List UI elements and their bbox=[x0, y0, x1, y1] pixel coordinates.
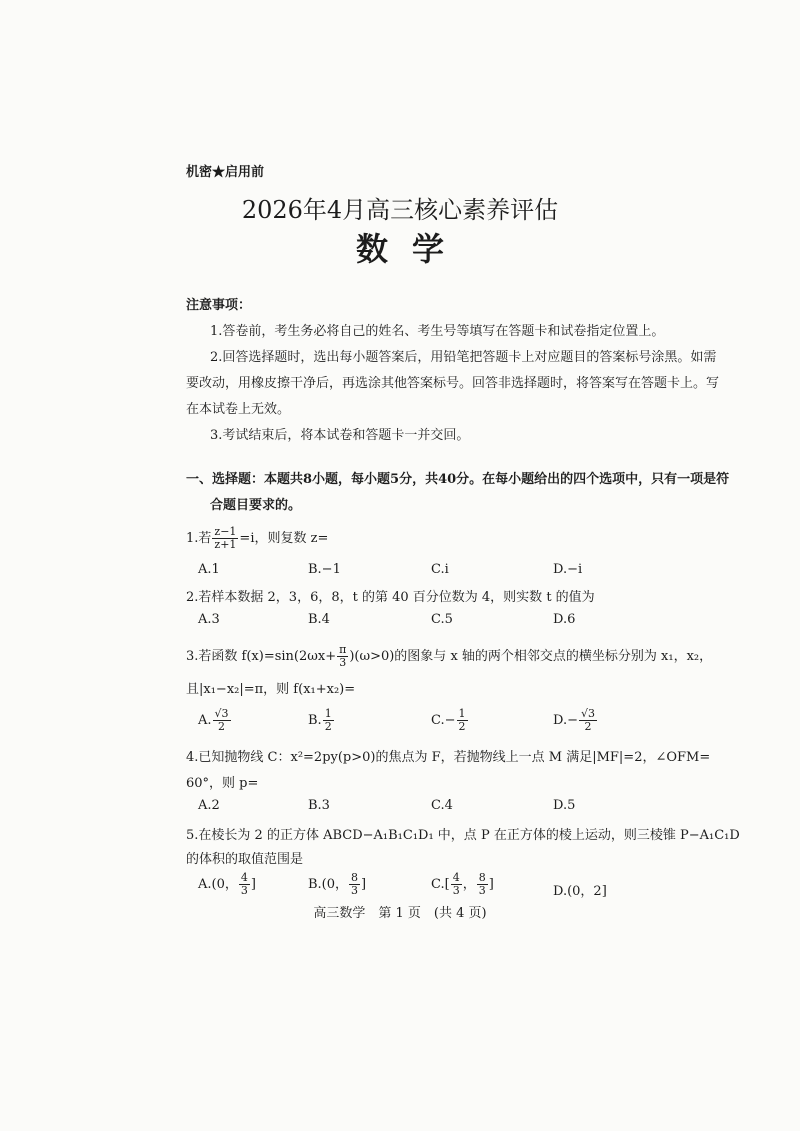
q3-a-den: 2 bbox=[218, 720, 226, 733]
q3-option-b bbox=[308, 708, 335, 733]
q1-option-a: A.1 bbox=[198, 562, 220, 577]
q3-b-fraction bbox=[323, 708, 334, 733]
q5-c-den-1: 3 bbox=[452, 884, 460, 897]
q4-option-a: A.2 bbox=[198, 798, 220, 813]
question-4-line-1: 4.已知抛物线 C：x²=2py(p>0)的焦点为 F，若抛物线上一点 M 满足|MF|=2，∠OFM= bbox=[186, 750, 711, 765]
question-5-line-2: 的体积的取值范围是 bbox=[186, 852, 304, 867]
q3-option-a bbox=[198, 708, 232, 733]
q5-b-num: 8 bbox=[351, 871, 359, 884]
q1-option-b: B.−1 bbox=[308, 562, 341, 577]
q5-a-post: ] bbox=[250, 877, 256, 892]
subject-title: 数学 bbox=[355, 230, 468, 268]
question-3-line-1 bbox=[186, 644, 712, 669]
q3-b-den: 2 bbox=[324, 720, 332, 733]
q4-option-d: D.5 bbox=[553, 798, 576, 813]
exam-title: 2026年4月高三核心素养评估 bbox=[241, 196, 559, 224]
notice-heading: 注意事项： bbox=[186, 298, 252, 313]
question-2: 2.若样本数据 2，3，6，8，t 的第 40 百分位数为 4，则实数 t 的值为 bbox=[186, 590, 595, 605]
q5-c-post: ] bbox=[488, 877, 494, 892]
question-3-line-2: 且|x₁−x₂|=π，则 f(x₁+x₂)= bbox=[186, 682, 356, 697]
section-heading-line-2: 合题目要求的。 bbox=[210, 498, 302, 513]
notice-line-1: 1.答卷前，考生务必将自己的姓名、考生号等填写在答题卡和试卷指定位置上。 bbox=[210, 324, 665, 339]
q5-a-pre: A.(0， bbox=[198, 877, 238, 892]
q5-c-fraction-1 bbox=[451, 872, 462, 897]
q2-option-b: B.4 bbox=[308, 612, 330, 627]
q5-b-fraction bbox=[349, 872, 360, 897]
q1-suffix: =i，则复数 z= bbox=[239, 531, 329, 546]
q1-frac-num: z−1 bbox=[214, 525, 237, 538]
q3-a-num: √3 bbox=[214, 707, 229, 720]
q3-b-label: B. bbox=[308, 713, 322, 728]
q5-option-c bbox=[431, 872, 494, 897]
page-footer: 高三数学 第 1 页 (共 4 页) bbox=[313, 906, 487, 921]
q3-a-label: A. bbox=[198, 713, 212, 728]
q1-option-c: C.i bbox=[431, 562, 449, 577]
q5-a-den: 3 bbox=[240, 884, 248, 897]
q5-c-pre: C.[ bbox=[431, 877, 450, 892]
q3-pi-fraction bbox=[337, 644, 348, 669]
confidential-label: 机密★启用前 bbox=[186, 165, 265, 180]
q1-prefix: 1.若 bbox=[186, 531, 212, 546]
q2-option-c: C.5 bbox=[431, 612, 453, 627]
q5-c-num-2: 8 bbox=[478, 871, 486, 884]
q4-option-b: B.3 bbox=[308, 798, 330, 813]
q2-option-d: D.6 bbox=[553, 612, 576, 627]
q3-d-fraction bbox=[579, 708, 597, 733]
q3-a-fraction bbox=[213, 708, 231, 733]
question-1 bbox=[186, 526, 328, 551]
q3-c-fraction bbox=[457, 708, 468, 733]
question-5-line-1: 5.在棱长为 2 的正方体 ABCD−A₁B₁C₁D₁ 中，点 P 在正方体的棱上运动，则三棱锥 P−A₁C₁D bbox=[186, 828, 740, 843]
q5-c-num-1: 4 bbox=[452, 871, 460, 884]
q5-option-a bbox=[198, 872, 256, 897]
q3-d-label: D.− bbox=[553, 713, 578, 728]
q3-pi-den: 3 bbox=[339, 656, 347, 669]
q3-d-den: 2 bbox=[584, 720, 592, 733]
q5-a-num: 4 bbox=[240, 871, 248, 884]
q1-fraction bbox=[212, 526, 238, 551]
q2-option-a: A.3 bbox=[198, 612, 220, 627]
q3-pi-num: π bbox=[339, 643, 347, 656]
question-4-line-2: 60°，则 p= bbox=[186, 776, 259, 791]
notice-line-2b: 要改动，用橡皮擦干净后，再选涂其他答案标号。回答非选择题时，将答案写在答题卡上。写 bbox=[186, 376, 720, 391]
q4-option-c: C.4 bbox=[431, 798, 453, 813]
section-heading-line-1: 一、选择题：本题共8小题，每小题5分，共40分。在每小题给出的四个选项中，只有一项是符 bbox=[186, 472, 730, 487]
q1-frac-den: z+1 bbox=[214, 538, 237, 551]
notice-line-2a: 2.回答选择题时，选出每小题答案后，用铅笔把答题卡上对应题目的答案标号涂黑。如需 bbox=[210, 350, 717, 365]
q3-pre: 3.若函数 f(x)=sin(2ωx+ bbox=[186, 649, 337, 664]
q3-d-num: √3 bbox=[580, 707, 595, 720]
q3-post: )(ω>0)的图象与 x 轴的两个相邻交点的横坐标分别为 x₁，x₂， bbox=[349, 649, 713, 664]
q5-b-post: ] bbox=[361, 877, 367, 892]
q5-b-pre: B.(0， bbox=[308, 877, 349, 892]
notice-line-2c: 在本试卷上无效。 bbox=[186, 402, 291, 417]
q3-option-d bbox=[553, 708, 598, 733]
q5-b-den: 3 bbox=[351, 884, 359, 897]
q5-c-den-2: 3 bbox=[478, 884, 486, 897]
q1-option-d: D.−i bbox=[553, 562, 583, 577]
q3-b-num: 1 bbox=[324, 707, 332, 720]
q3-c-den: 2 bbox=[458, 720, 466, 733]
q3-option-c bbox=[431, 708, 469, 733]
q3-c-num: 1 bbox=[458, 707, 466, 720]
notice-line-3: 3.考试结束后，将本试卷和答题卡一并交回。 bbox=[210, 428, 470, 443]
q3-c-label: C.− bbox=[431, 713, 456, 728]
q5-c-fraction-2 bbox=[477, 872, 488, 897]
q5-option-b bbox=[308, 872, 366, 897]
q5-a-fraction bbox=[239, 872, 250, 897]
q5-option-d: D.(0，2] bbox=[553, 884, 607, 899]
q5-c-mid: ， bbox=[462, 877, 476, 892]
